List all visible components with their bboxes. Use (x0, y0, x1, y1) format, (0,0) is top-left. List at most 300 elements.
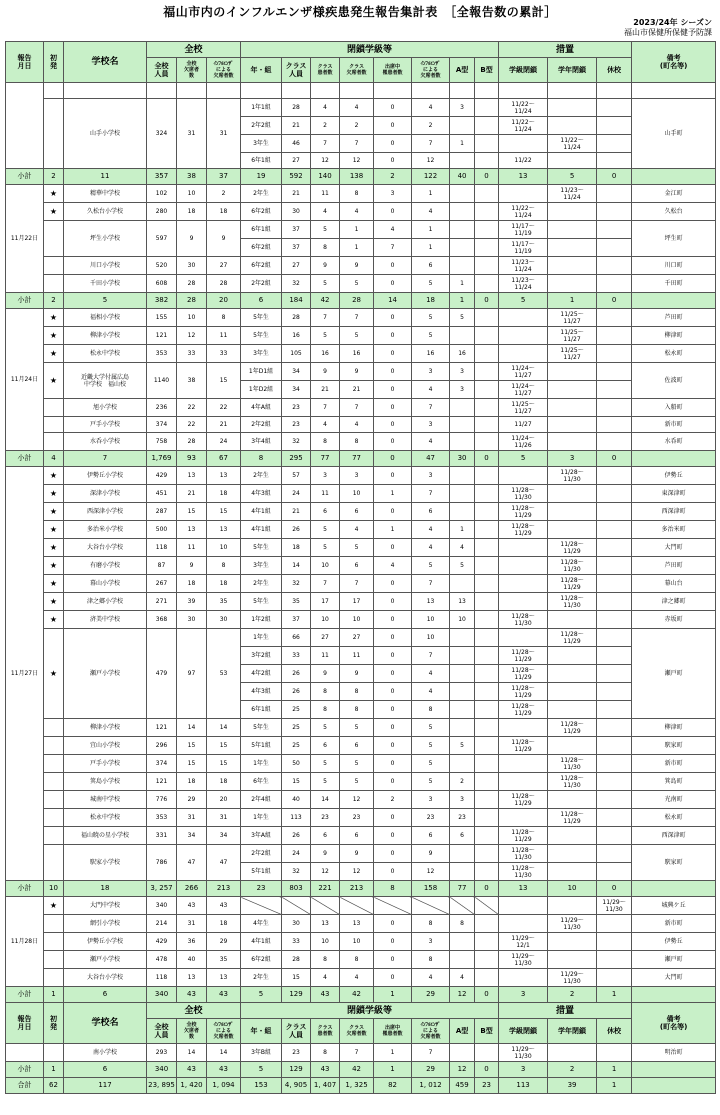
class-value (475, 629, 499, 647)
class-value (475, 503, 499, 521)
header-all-school: 全校 (147, 42, 241, 58)
class-value (597, 221, 632, 239)
remark: 川口町 (632, 257, 716, 275)
class-value (412, 83, 450, 99)
first-mark: ★ (44, 363, 64, 399)
class-value: 5 (340, 719, 374, 737)
class-value (499, 185, 548, 203)
class-value: 46 (282, 135, 311, 153)
class-value (450, 575, 475, 593)
class-value (450, 399, 475, 417)
grade-class: 2年生 (241, 467, 282, 485)
class-value (499, 773, 548, 791)
class-value: 11/29～ 11/30 (499, 951, 548, 969)
class-value: 8 (340, 701, 374, 719)
school-name: 精華中学校 (64, 185, 147, 203)
class-value (548, 381, 597, 399)
first-mark (44, 791, 64, 809)
grade-class: 5年生 (241, 309, 282, 327)
school-count: 155 (147, 309, 177, 327)
subtotal-cell: 5 (499, 451, 548, 467)
remark: 西深津町 (632, 503, 716, 521)
class-value (475, 611, 499, 629)
subtotal-cell: 10 (548, 881, 597, 897)
class-value (450, 485, 475, 503)
class-value (548, 203, 597, 221)
school-count: 12 (177, 327, 207, 345)
header-measures: 措置 (499, 42, 632, 58)
class-value: 0 (374, 719, 412, 737)
school-count: 340 (147, 897, 177, 915)
class-value: 11/28～ 11/29 (499, 647, 548, 665)
header-school: 学校名 (64, 1003, 147, 1044)
class-value: 11/28～ 11/29 (499, 827, 548, 845)
class-value: 4 (311, 203, 340, 221)
subtotal-remark (632, 451, 716, 467)
class-value: 17 (311, 593, 340, 611)
subtotal-cell: 158 (412, 881, 450, 897)
class-value: 11/22～ 11/24 (499, 117, 548, 135)
subtotal-cell: 93 (177, 451, 207, 467)
class-value (597, 345, 632, 363)
first-mark (44, 755, 64, 773)
school-count: 14 (177, 719, 207, 737)
header-class-closure: 学級閉鎖 (499, 1019, 548, 1044)
table-row (6, 83, 716, 99)
school-name: 城南中学校 (64, 791, 147, 809)
class-value (548, 611, 597, 629)
first-mark (44, 399, 64, 417)
class-value: 0 (374, 135, 412, 153)
table-row (6, 773, 716, 791)
grade-class: 5年生 (241, 593, 282, 611)
subtotal-cell: 1, 012 (412, 1078, 450, 1094)
first-mark: ★ (44, 327, 64, 345)
school-name: 多治米小学校 (64, 521, 147, 539)
first-mark (44, 257, 64, 275)
class-value (475, 381, 499, 399)
table-row (6, 1044, 716, 1062)
subtotal-cell: 3 (499, 987, 548, 1003)
school-name: 深津小学校 (64, 485, 147, 503)
first-mark (44, 417, 64, 433)
subtotal-cell: 0 (597, 169, 632, 185)
subtotal-cell: 62 (44, 1078, 64, 1094)
class-value (597, 951, 632, 969)
class-value: 9 (311, 665, 340, 683)
class-value: 12 (340, 863, 374, 881)
school-count: 28 (207, 275, 241, 293)
class-value (499, 83, 548, 99)
grade-class: 6年1組 (241, 701, 282, 719)
class-value: 37 (282, 221, 311, 239)
class-value (548, 701, 597, 719)
class-value (475, 845, 499, 863)
class-value: 6 (450, 827, 475, 845)
class-value (475, 539, 499, 557)
school-name: 伊勢丘小学校 (64, 467, 147, 485)
subtotal-cell: 0 (597, 881, 632, 897)
first-mark: ★ (44, 345, 64, 363)
subtotal-cell: 12 (450, 1062, 475, 1078)
school-count: 11 (207, 327, 241, 345)
class-value (475, 399, 499, 417)
school-name: 瀬戸小学校 (64, 629, 147, 719)
class-value: 10 (340, 933, 374, 951)
remark: 久松台 (632, 203, 716, 221)
subtotal-cell: 10 (44, 881, 64, 897)
school-count: 287 (147, 503, 177, 521)
class-value: 5 (311, 719, 340, 737)
remark: 新市町 (632, 755, 716, 773)
class-value: 5 (412, 719, 450, 737)
school-name: 坪生小学校 (64, 221, 147, 257)
class-value: 8 (340, 433, 374, 451)
class-value (475, 683, 499, 701)
class-value: 6 (340, 503, 374, 521)
grade-class: 1年1組 (241, 99, 282, 117)
subtotal-cell: 459 (450, 1078, 475, 1094)
class-value (597, 791, 632, 809)
subtotal-cell: 39 (548, 1078, 597, 1094)
class-value (475, 557, 499, 575)
class-value: 0 (374, 503, 412, 521)
school-name (64, 83, 147, 99)
class-value (475, 345, 499, 363)
class-value (597, 417, 632, 433)
subtotal-cell: 小計 (6, 881, 44, 897)
class-value: 11/22～ 11/24 (548, 135, 597, 153)
class-value: 0 (374, 433, 412, 451)
header-grade-closure: 学年閉鎖 (548, 58, 597, 83)
grade-class: 2年生 (241, 185, 282, 203)
school-name: 戸手小学校 (64, 417, 147, 433)
school-count: 15 (177, 755, 207, 773)
table-row (6, 433, 716, 451)
school-count: 118 (147, 539, 177, 557)
school-name: 瀬戸小学校 (64, 951, 147, 969)
school-count: 1140 (147, 363, 177, 399)
class-value (597, 83, 632, 99)
class-value: 33 (282, 647, 311, 665)
subtotal-cell: 0 (475, 169, 499, 185)
remark: 芦田町 (632, 557, 716, 575)
school-count: 24 (207, 433, 241, 451)
class-value: 9 (311, 257, 340, 275)
blank-cell (374, 897, 412, 915)
class-value (499, 719, 548, 737)
subtotal-cell: 43 (207, 1062, 241, 1078)
remark: 大門町 (632, 969, 716, 987)
school-count: 478 (147, 951, 177, 969)
first-mark: ★ (44, 593, 64, 611)
class-value (475, 521, 499, 539)
class-value (548, 827, 597, 845)
report-date: 11月22日 (6, 185, 44, 293)
school-count: 10 (177, 185, 207, 203)
class-value (475, 363, 499, 381)
class-value: 3 (450, 99, 475, 117)
class-value: 8 (311, 683, 340, 701)
class-value: 6 (311, 737, 340, 755)
remark (632, 83, 716, 99)
subtotal-cell: 77 (340, 451, 374, 467)
subtotal-cell: 122 (412, 169, 450, 185)
class-value (597, 557, 632, 575)
school-name: 柳津小学校 (64, 327, 147, 345)
class-value: 21 (282, 503, 311, 521)
class-value: 5 (412, 275, 450, 293)
class-value: 27 (282, 257, 311, 275)
class-value (597, 99, 632, 117)
class-value: 9 (340, 257, 374, 275)
subtotal-cell: 6 (241, 293, 282, 309)
first-mark (44, 809, 64, 827)
class-value (475, 719, 499, 737)
remark: 新市町 (632, 417, 716, 433)
first-mark: ★ (44, 575, 64, 593)
grade-class: 1年生 (241, 809, 282, 827)
subtotal-cell: 340 (147, 987, 177, 1003)
grade-class: 6年2組 (241, 203, 282, 221)
first-mark (44, 433, 64, 451)
class-value (475, 701, 499, 719)
class-value (597, 203, 632, 221)
header-class-patients: クラス 患者数 (311, 1019, 340, 1044)
grade-class: 4年A組 (241, 399, 282, 417)
class-value (597, 485, 632, 503)
table-row (6, 467, 716, 485)
remark: 金江町 (632, 185, 716, 203)
table-row (6, 399, 716, 417)
school-count: 293 (147, 1044, 177, 1062)
subtotal-cell: 8 (241, 451, 282, 467)
class-value: 0 (374, 399, 412, 417)
class-value: 27 (340, 629, 374, 647)
class-value (499, 629, 548, 647)
school-count: 18 (207, 773, 241, 791)
school-name: 大谷台小学校 (64, 969, 147, 987)
class-value: 11/25～ 11/27 (548, 345, 597, 363)
class-value: 26 (282, 521, 311, 539)
school-name: 伊勢丘小学校 (64, 933, 147, 951)
class-value: 3 (450, 381, 475, 399)
subtotal-cell: 1 (597, 987, 632, 1003)
school-count: 40 (177, 951, 207, 969)
school-count: 15 (177, 503, 207, 521)
school-count: 121 (147, 773, 177, 791)
class-value (340, 83, 374, 99)
class-value (597, 399, 632, 417)
subtotal-cell: 266 (177, 881, 207, 897)
school-count: 31 (207, 809, 241, 827)
subtotal-remark (632, 1062, 716, 1078)
subtotal-cell: 20 (207, 293, 241, 309)
class-value: 9 (340, 363, 374, 381)
subtotal-cell: 43 (311, 1062, 340, 1078)
class-value: 4 (311, 417, 340, 433)
remark: 坪生町 (632, 221, 716, 257)
class-value (450, 257, 475, 275)
school-count: 10 (207, 539, 241, 557)
grade-class: 6年2組 (241, 257, 282, 275)
blank-cell (475, 897, 499, 915)
subtotal-cell: 6 (64, 987, 147, 1003)
class-value: 21 (282, 117, 311, 135)
class-value: 10 (311, 611, 340, 629)
class-value (597, 809, 632, 827)
class-value (597, 665, 632, 683)
grade-class: 2年4組 (241, 791, 282, 809)
remark: 瀬戸町 (632, 629, 716, 719)
subtotal-cell: 1, 325 (340, 1078, 374, 1094)
subtotal-cell: 37 (207, 169, 241, 185)
subtotal-cell: 2 (44, 293, 64, 309)
class-value: 0 (374, 99, 412, 117)
subtotal-cell: 3, 257 (147, 881, 177, 897)
class-value: 11/29～ 12/1 (499, 933, 548, 951)
header-measures: 措置 (499, 1003, 632, 1019)
class-value: 1 (450, 275, 475, 293)
school-count: 267 (147, 575, 177, 593)
school-count: 353 (147, 809, 177, 827)
remark: 西深津町 (632, 827, 716, 845)
header-school: 学校名 (64, 42, 147, 83)
class-value: 11/24～ 11/26 (499, 433, 548, 451)
remark: 明治町 (632, 1044, 716, 1062)
class-value: 11/24～ 11/27 (499, 381, 548, 399)
grade-class: 6年1組 (241, 221, 282, 239)
grade-class: 3年生 (241, 345, 282, 363)
class-value: 0 (374, 575, 412, 593)
table-row (6, 593, 716, 611)
class-value: 1 (450, 521, 475, 539)
table-row (6, 557, 716, 575)
class-value: 11/28～ 11/29 (548, 539, 597, 557)
class-value: 0 (374, 665, 412, 683)
class-value: 6 (412, 257, 450, 275)
class-value (499, 593, 548, 611)
class-value: 0 (374, 363, 412, 381)
first-mark: ★ (44, 611, 64, 629)
table-row (6, 719, 716, 737)
report-date: 11月28日 (6, 897, 44, 987)
subtotal-cell: 1 (597, 1062, 632, 1078)
subtotal-cell: 43 (311, 987, 340, 1003)
class-value: 24 (282, 845, 311, 863)
school-count: 18 (207, 485, 241, 503)
table-row (6, 539, 716, 557)
class-value (499, 557, 548, 575)
school-count: 13 (207, 521, 241, 539)
class-value (548, 117, 597, 135)
first-mark (44, 933, 64, 951)
first-mark: ★ (44, 185, 64, 203)
class-value (548, 399, 597, 417)
header-type-a: A型 (450, 58, 475, 83)
class-value (499, 575, 548, 593)
subtotal-cell: 140 (311, 169, 340, 185)
table-row (6, 629, 716, 647)
school-name: 戸手小学校 (64, 755, 147, 773)
class-value: 16 (450, 345, 475, 363)
school-name: 駅家小学校 (64, 845, 147, 881)
grade-class: 4年3組 (241, 485, 282, 503)
table-row (6, 791, 716, 809)
school-name: 松永中学校 (64, 809, 147, 827)
class-value (374, 83, 412, 99)
header-flu-absent: ｲﾝﾌﾙｴﾝｻﾞ による 欠席者数 (207, 1019, 241, 1044)
table-row (6, 915, 716, 933)
class-value: 3 (412, 791, 450, 809)
class-value: 11/23～ 11/24 (548, 185, 597, 203)
class-value (450, 83, 475, 99)
subtotal-cell: 184 (282, 293, 311, 309)
class-value: 35 (282, 593, 311, 611)
class-value: 3 (340, 467, 374, 485)
class-value: 14 (311, 791, 340, 809)
class-value (548, 951, 597, 969)
school-count: 121 (147, 327, 177, 345)
grade-class: 1年生 (241, 629, 282, 647)
school-count: 118 (147, 969, 177, 987)
class-value: 11/27 (499, 417, 548, 433)
class-value: 10 (450, 611, 475, 629)
grade-class: 4年3組 (241, 683, 282, 701)
school-count: 22 (177, 399, 207, 417)
class-value (597, 701, 632, 719)
table-row (6, 897, 716, 915)
report-date (6, 83, 44, 169)
class-value: 8 (412, 951, 450, 969)
table-row (6, 221, 716, 239)
class-value: 11/23～ 11/24 (499, 257, 548, 275)
class-value (450, 467, 475, 485)
subtotal-cell: 18 (64, 881, 147, 897)
school-count: 451 (147, 485, 177, 503)
school-count: 2 (207, 185, 241, 203)
school-count: 33 (207, 345, 241, 363)
subtotal-cell: 138 (340, 169, 374, 185)
header-class-flu-absent: ｲﾝﾌﾙｴﾝｻﾞ による 欠席者数 (412, 1019, 450, 1044)
class-value: 66 (282, 629, 311, 647)
class-value: 2 (374, 791, 412, 809)
school-count: 18 (207, 575, 241, 593)
school-count: 47 (207, 845, 241, 881)
class-value: 4 (412, 969, 450, 987)
class-value (597, 539, 632, 557)
class-value: 11 (311, 485, 340, 503)
remark: 柳津町 (632, 719, 716, 737)
subtotal-cell: 5 (499, 293, 548, 309)
class-value: 37 (282, 239, 311, 257)
class-value: 5 (311, 221, 340, 239)
class-value: 0 (374, 467, 412, 485)
remark: 伊勢丘 (632, 467, 716, 485)
subtotal-cell: 1 (44, 1062, 64, 1078)
class-value: 3 (412, 933, 450, 951)
class-value: 6 (340, 827, 374, 845)
class-value: 4 (412, 683, 450, 701)
class-value (548, 363, 597, 381)
class-value: 0 (374, 153, 412, 169)
school-count: 776 (147, 791, 177, 809)
subtotal-cell: 28 (340, 293, 374, 309)
class-value (548, 647, 597, 665)
grade-class: 5年生 (241, 539, 282, 557)
school-name: 大谷台小学校 (64, 539, 147, 557)
school-name: 旭小学校 (64, 399, 147, 417)
